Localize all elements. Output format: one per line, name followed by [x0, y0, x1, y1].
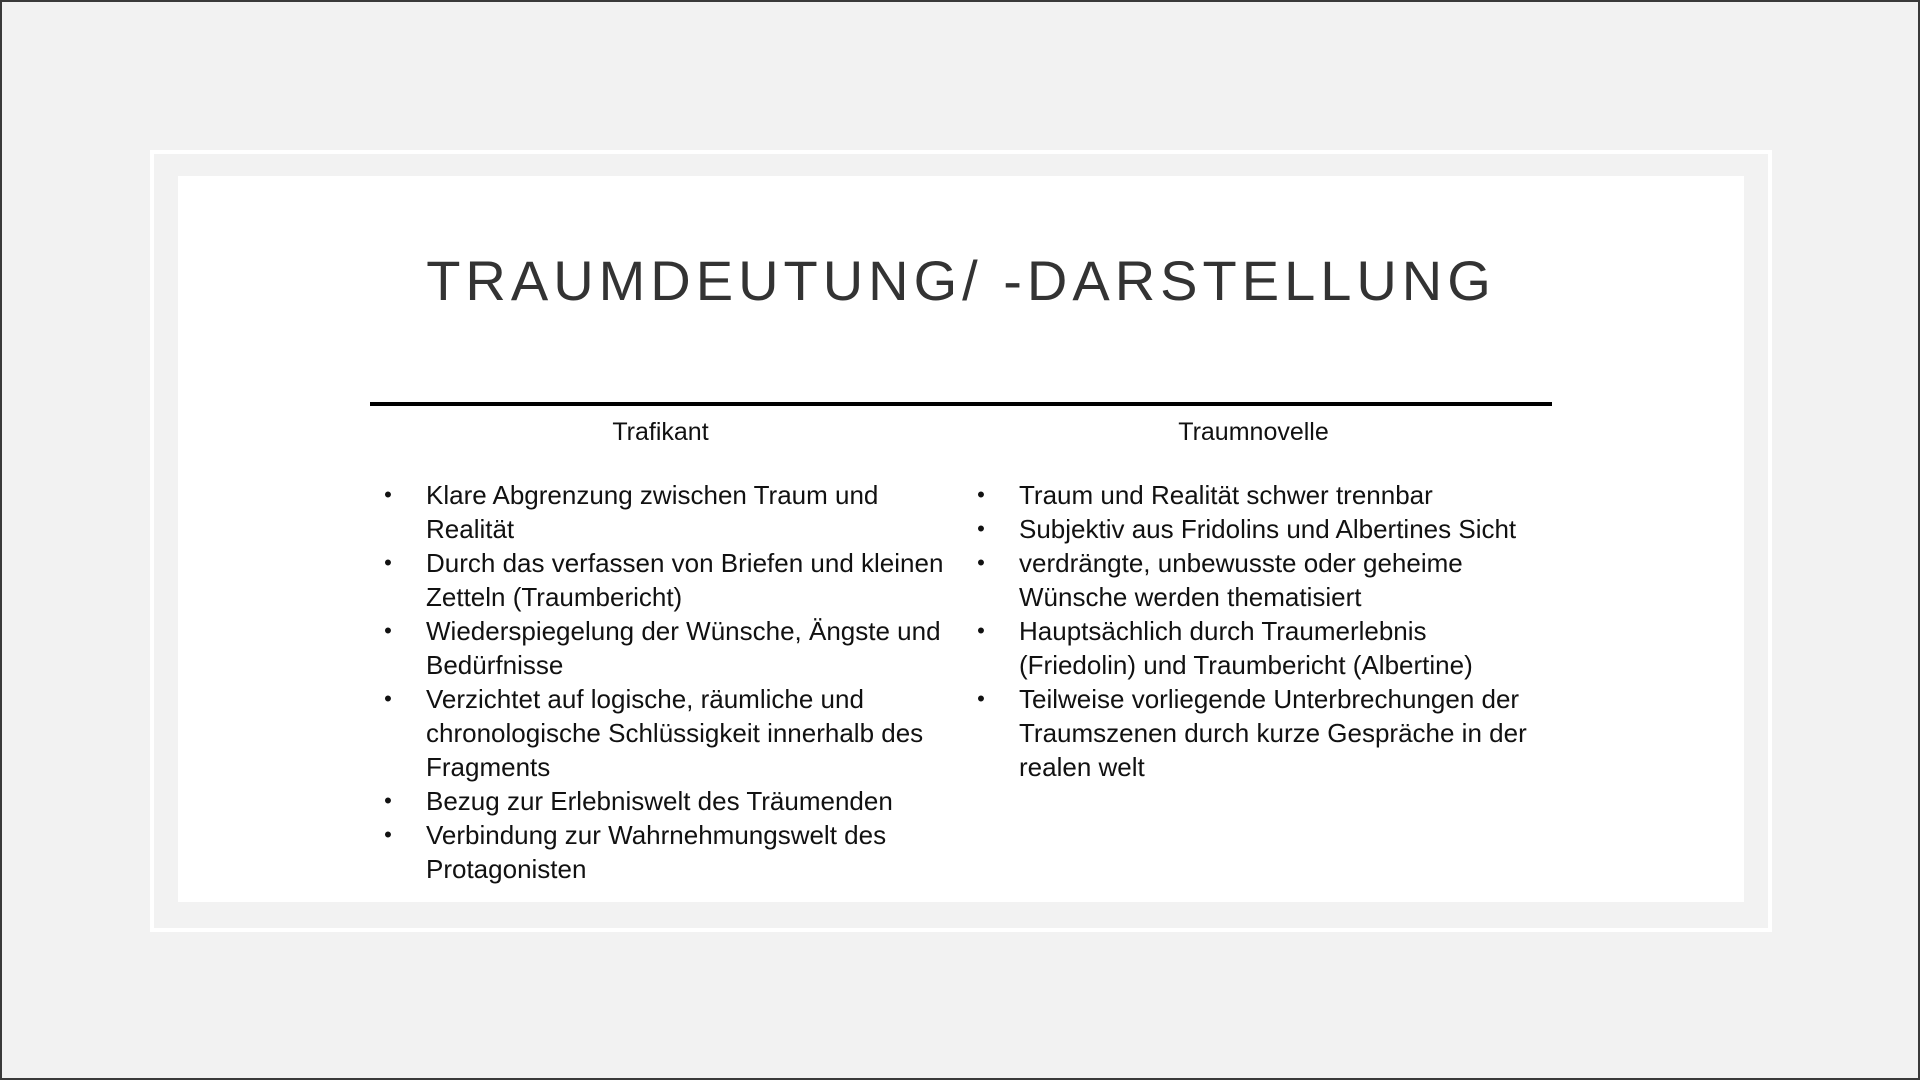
list-item	[961, 682, 1546, 784]
list-item	[368, 784, 953, 818]
list-item-text: Teilweise vorliegende Unterbrechungen der Traumszenen durch kurze Gespräche in der realen welt	[1019, 684, 1527, 782]
bullet-icon: •	[977, 516, 985, 541]
list-item-text: Subjektiv aus Fridolins und Albertines Sicht	[1019, 514, 1517, 544]
list-item-text: Klare Abgrenzung zwischen Traum und Realität	[426, 480, 879, 544]
list-item-text: Bezug zur Erlebniswelt des Träumenden	[426, 786, 893, 816]
bullet-icon: •	[384, 550, 392, 575]
list-item-text: Traum und Realität schwer trennbar	[1019, 480, 1433, 510]
bullet-icon: •	[977, 686, 985, 711]
table-top-rule	[370, 402, 1552, 406]
bullet-icon: •	[384, 788, 392, 813]
list-item-text: Durch das verfassen von Briefen und kleinen Zetteln (Traumbericht)	[426, 548, 944, 612]
bullet-icon: •	[384, 618, 392, 643]
bullet-list-trafikant	[368, 478, 953, 886]
list-item	[961, 614, 1546, 682]
list-item	[368, 614, 953, 682]
bullet-icon: •	[977, 618, 985, 643]
bullet-icon: •	[384, 482, 392, 507]
bullet-list-traumnovelle	[961, 478, 1546, 784]
slide-title: TRAUMDEUTUNG/ -DARSTELLUNG	[426, 249, 1496, 312]
column-traumnovelle	[961, 416, 1546, 784]
list-item	[368, 818, 953, 886]
bullet-icon: •	[384, 822, 392, 847]
list-item	[368, 478, 953, 546]
bullet-icon: •	[977, 482, 985, 507]
list-item	[961, 478, 1546, 512]
list-item	[961, 512, 1546, 546]
column-header-trafikant: Trafikant	[612, 418, 709, 446]
column-trafikant	[368, 416, 953, 886]
slide	[178, 176, 1744, 902]
list-item	[961, 546, 1546, 614]
list-item	[368, 546, 953, 614]
list-item-text: Hauptsächlich durch Traumerlebnis (Friedolin) und Traumbericht (Albertine)	[1019, 616, 1473, 680]
list-item-text: Wiederspiegelung der Wünsche, Ängste und Bedürfnisse	[426, 616, 941, 680]
column-header-traumnovelle: Traumnovelle	[1178, 418, 1329, 446]
bullet-icon: •	[384, 686, 392, 711]
list-item-text: verdrängte, unbewusste oder geheime Wünsche werden thematisiert	[1019, 548, 1463, 612]
bullet-icon: •	[977, 550, 985, 575]
list-item-text: Verbindung zur Wahrnehmungswelt des Protagonisten	[426, 820, 887, 884]
list-item-text: Verzichtet auf logische, räumliche und chronologische Schlüssigkeit innerhalb des Fragments	[426, 684, 924, 782]
list-item	[368, 682, 953, 784]
